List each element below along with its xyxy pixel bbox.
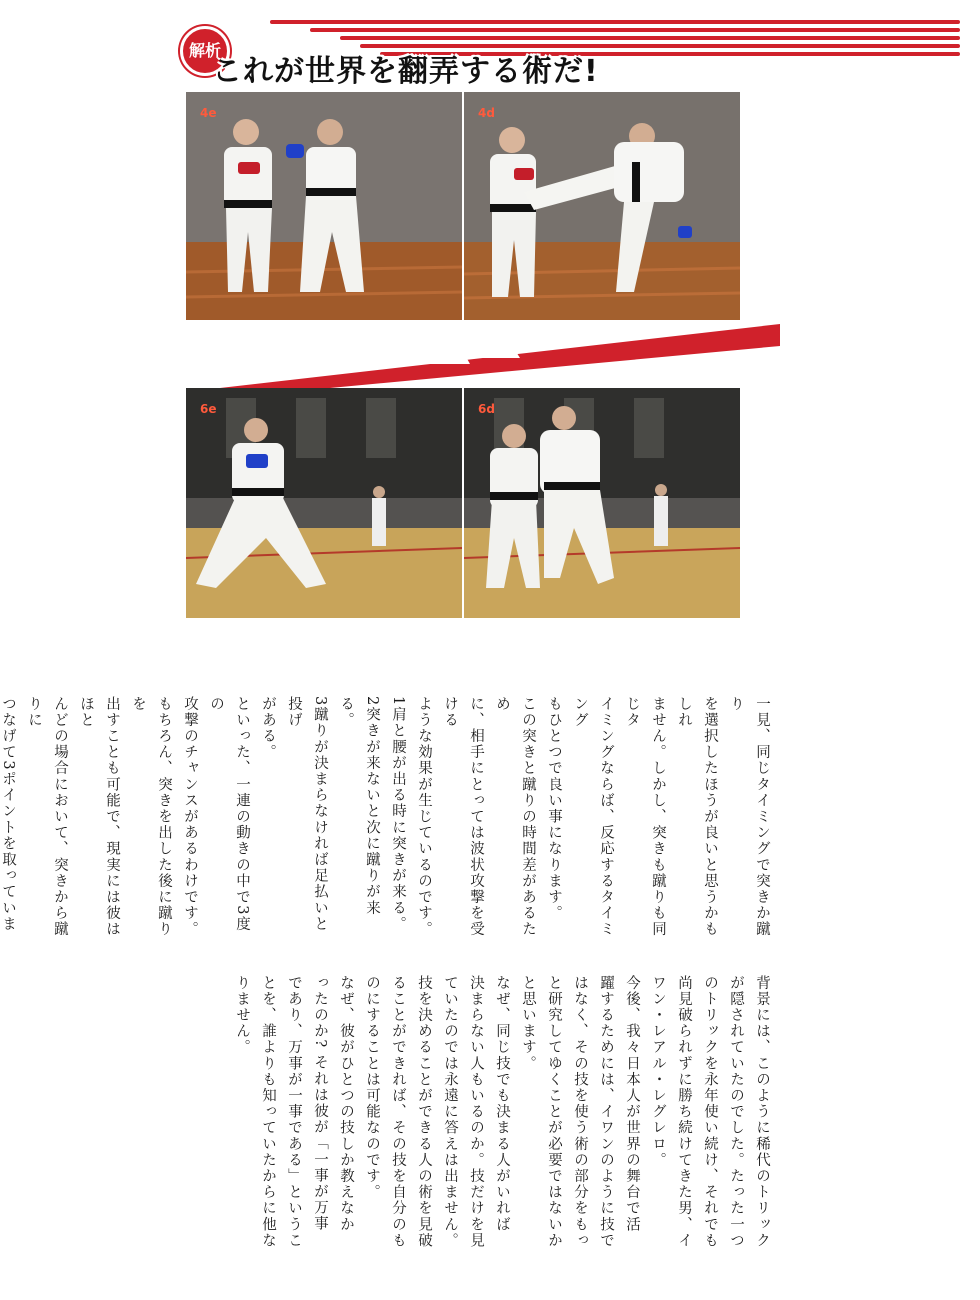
body-line: ったのか? それは彼が「一事が万事 xyxy=(312,975,328,1233)
body-line: のトリックを永年使い続け、それでも xyxy=(702,975,718,1249)
body-line: と研究してゆくことが必要ではないか xyxy=(546,975,562,1249)
article-body-upper xyxy=(0,696,775,946)
photo-4e-label: 4e xyxy=(200,106,217,120)
body-line: んどの場合において、突きから蹴りに xyxy=(26,696,68,938)
article-body-lower xyxy=(229,975,775,1275)
body-line: りません。 xyxy=(234,975,250,1056)
photo-6d xyxy=(464,388,740,618)
body-line: 躍するためには、イワンのように技で xyxy=(598,975,614,1249)
body-line: 2突きが来ないと次に蹴りが来る。 xyxy=(338,696,380,917)
body-line: ることができれば、その技を自分のも xyxy=(390,975,406,1249)
body-line: ません。しかし、突きも蹴りも同じタ xyxy=(624,696,666,938)
body-line: がある。 xyxy=(260,696,276,761)
body-line: を選択したほうが良いと思うかもしれ xyxy=(676,696,718,938)
photo-6e xyxy=(186,388,462,618)
body-line: 攻撃のチャンスがあるわけです。 xyxy=(182,696,198,938)
photo-6d-image xyxy=(464,388,740,618)
photo-4d-label: 4d xyxy=(478,106,495,120)
body-line: 背景には、このように稀代のトリック xyxy=(754,975,770,1249)
photo-6e-label: 6e xyxy=(200,402,217,416)
body-line: が隠されていたのでした。たった一つ xyxy=(728,975,744,1249)
body-line: 決まらない人もいるのか。技だけを見 xyxy=(468,975,484,1249)
body-line: なぜ、彼がひとつの技しか教えなか xyxy=(338,975,354,1233)
body-line: であり、万事が一事である」というこ xyxy=(286,975,302,1249)
article-title: これが世界を翻弄する術だ! xyxy=(212,54,599,89)
body-line: 1肩と腰が出る時に突きが来る。 xyxy=(390,696,406,933)
article-header xyxy=(160,12,960,89)
body-line: とを、誰よりも知っていたからに他な xyxy=(260,975,276,1249)
body-line: といった、一連の動きの中で3度の xyxy=(208,696,250,933)
body-line: ような効果が生じているのです。 xyxy=(416,696,432,938)
sequence-arrow-divider xyxy=(220,324,780,388)
photo-6d-label: 6d xyxy=(478,402,495,416)
photo-4d-image xyxy=(464,92,740,320)
body-line: ワン・レアル・レグレロ。 xyxy=(650,975,666,1169)
body-line: に、相手にとっては波状攻撃を受ける xyxy=(442,696,484,938)
analysis-badge: 解析 xyxy=(180,26,230,76)
photo-4d xyxy=(464,92,740,320)
body-line: ていたのでは永遠に答えは出ません。 xyxy=(442,975,458,1249)
photo-6e-image xyxy=(186,388,462,618)
body-line: 尚見破られずに勝ち続けてきた男、イ xyxy=(676,975,692,1249)
body-line: 出すことも可能で、現実には彼はほと xyxy=(78,696,120,938)
body-line: 今後、我々日本人が世界の舞台で活 xyxy=(624,975,640,1233)
body-line: つなげて3ポイントを取っていま xyxy=(0,696,16,933)
photo-4e xyxy=(186,92,462,320)
body-line: のにすることは可能なのです。 xyxy=(364,975,380,1201)
body-line: 3蹴りが決まらなければ足払いと投げ xyxy=(286,696,328,933)
photo-4e-image xyxy=(186,92,462,320)
body-line: 一見、同じタイミングで突きか蹴り xyxy=(728,696,770,938)
body-line: はなく、その技を使う術の部分をもっ xyxy=(572,975,588,1249)
body-line: 技を決めることができる人の術を見破 xyxy=(416,975,432,1249)
body-line: イミングならば、反応するタイミング xyxy=(572,696,614,938)
body-line: と思います。 xyxy=(520,975,536,1072)
body-line: もちろん、突きを出した後に蹴りを xyxy=(130,696,172,938)
body-line: この突きと蹴りの時間差があるため xyxy=(494,696,536,938)
body-line: なぜ、同じ技でも決まる人がいれば xyxy=(494,975,510,1233)
body-line: もひとつで良い事になります。 xyxy=(546,696,562,922)
